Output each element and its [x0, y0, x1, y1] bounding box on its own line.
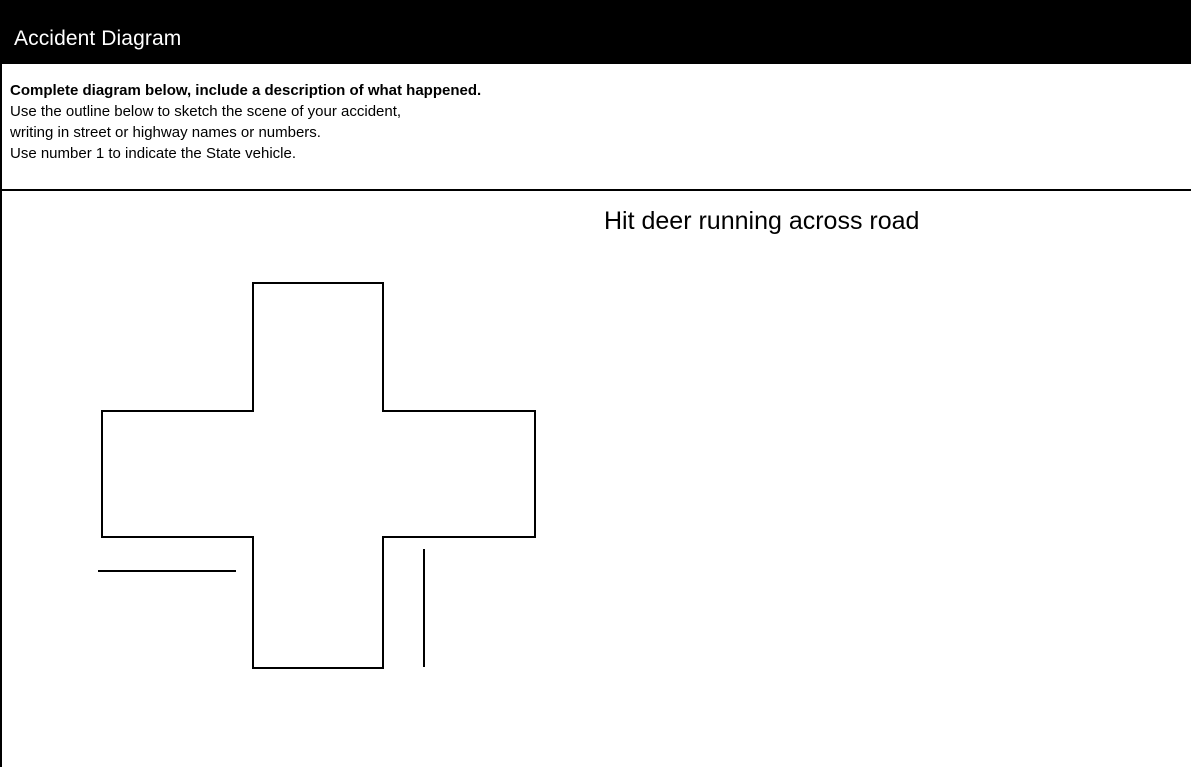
accident-description: Hit deer running across road — [604, 207, 920, 235]
intersection-outline — [102, 283, 535, 668]
section-title: Accident Diagram — [14, 27, 182, 50]
instruction-line: writing in street or highway names or numbers. — [10, 124, 321, 141]
instruction-line: Use number 1 to indicate the State vehicle. — [10, 145, 296, 162]
instruction-line: Use the outline below to sketch the scene of your accident, — [10, 103, 402, 120]
instructions-heading: Complete diagram below, include a description of what happened. — [10, 82, 482, 99]
